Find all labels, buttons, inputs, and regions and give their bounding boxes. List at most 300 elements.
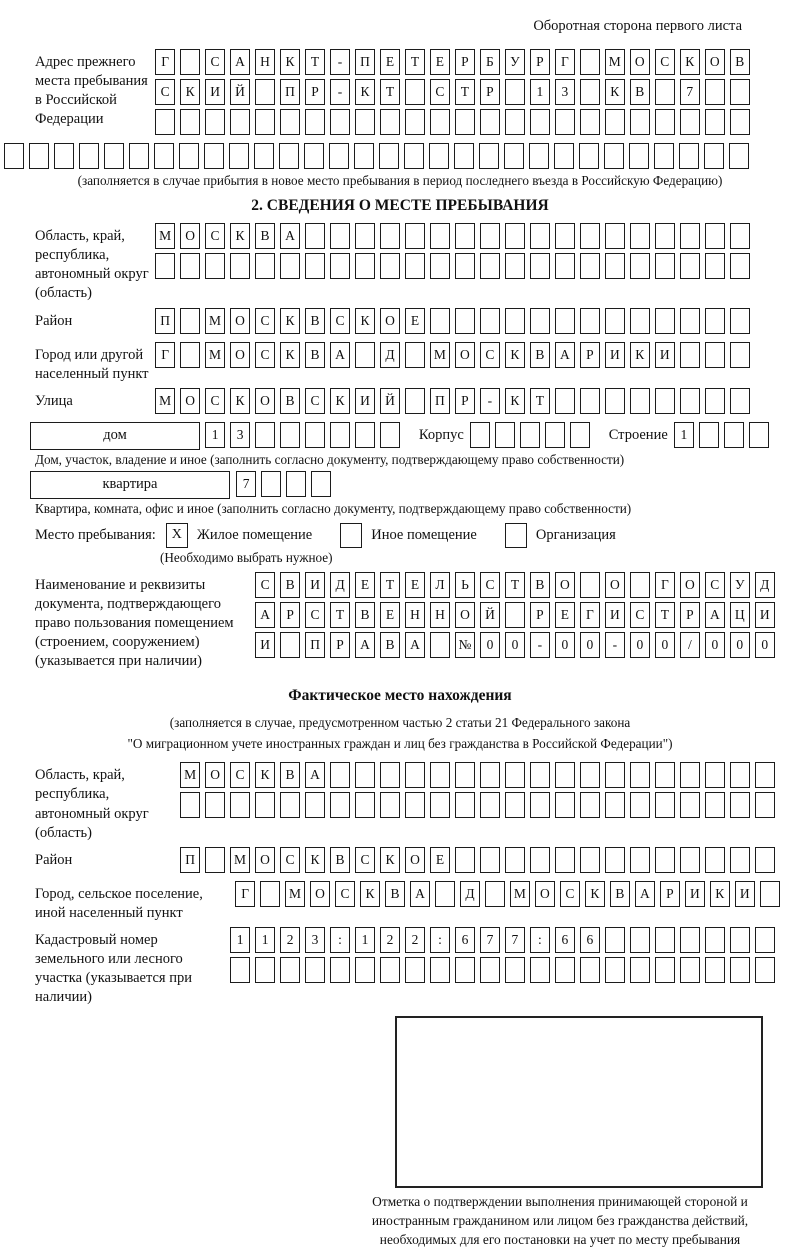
char-cell[interactable] — [405, 253, 425, 279]
char-cell[interactable]: А — [705, 602, 725, 628]
char-cell[interactable] — [180, 342, 200, 368]
char-cell[interactable]: И — [755, 602, 775, 628]
char-cell[interactable] — [305, 957, 325, 983]
char-cell[interactable] — [405, 109, 425, 135]
char-cell[interactable]: К — [710, 881, 730, 907]
char-cell[interactable]: Т — [405, 49, 425, 75]
char-cell[interactable]: К — [280, 342, 300, 368]
checkbox-inoe-pomeshchenie[interactable] — [340, 523, 362, 548]
char-cell[interactable] — [605, 957, 625, 983]
char-cell[interactable] — [630, 847, 650, 873]
char-cell[interactable] — [730, 792, 750, 818]
char-cell[interactable]: 1 — [355, 927, 375, 953]
char-cell[interactable]: П — [280, 79, 300, 105]
char-cell[interactable] — [405, 342, 425, 368]
char-cell[interactable] — [630, 762, 650, 788]
char-cell[interactable]: К — [585, 881, 605, 907]
char-cell[interactable] — [430, 109, 450, 135]
char-cell[interactable]: 1 — [674, 422, 694, 448]
char-cell[interactable] — [430, 762, 450, 788]
char-cell[interactable]: С — [355, 847, 375, 873]
char-cell[interactable]: Р — [330, 632, 350, 658]
char-cell[interactable]: 0 — [555, 632, 575, 658]
char-cell[interactable]: Е — [380, 49, 400, 75]
char-cell[interactable]: К — [330, 388, 350, 414]
char-cell[interactable] — [330, 109, 350, 135]
char-cell[interactable] — [261, 471, 281, 497]
char-cell[interactable] — [605, 388, 625, 414]
char-cell[interactable]: В — [255, 223, 275, 249]
char-cell[interactable] — [455, 792, 475, 818]
char-cell[interactable] — [730, 223, 750, 249]
char-cell[interactable] — [630, 308, 650, 334]
char-cell[interactable]: В — [380, 632, 400, 658]
char-cell[interactable] — [505, 79, 525, 105]
char-cell[interactable] — [705, 223, 725, 249]
char-cell[interactable] — [605, 792, 625, 818]
char-cell[interactable]: И — [605, 602, 625, 628]
char-cell[interactable]: М — [205, 308, 225, 334]
char-cell[interactable] — [755, 792, 775, 818]
char-cell[interactable]: С — [255, 308, 275, 334]
char-cell[interactable] — [355, 762, 375, 788]
char-cell[interactable] — [430, 632, 450, 658]
checkbox-zhiloe-pomeshchenie[interactable]: X — [166, 523, 188, 548]
char-cell[interactable] — [229, 143, 249, 169]
char-cell[interactable] — [311, 471, 331, 497]
char-cell[interactable] — [655, 388, 675, 414]
char-cell[interactable] — [455, 253, 475, 279]
char-cell[interactable]: 7 — [680, 79, 700, 105]
char-cell[interactable]: О — [555, 572, 575, 598]
char-cell[interactable]: / — [680, 632, 700, 658]
char-cell[interactable]: У — [505, 49, 525, 75]
char-cell[interactable] — [655, 253, 675, 279]
char-cell[interactable] — [305, 253, 325, 279]
char-cell[interactable]: 1 — [530, 79, 550, 105]
char-cell[interactable]: О — [255, 388, 275, 414]
char-cell[interactable]: К — [180, 79, 200, 105]
char-cell[interactable] — [255, 957, 275, 983]
char-cell[interactable] — [730, 927, 750, 953]
char-cell[interactable]: В — [610, 881, 630, 907]
char-cell[interactable]: А — [405, 632, 425, 658]
char-cell[interactable]: М — [155, 388, 175, 414]
char-cell[interactable] — [520, 422, 540, 448]
char-cell[interactable] — [104, 143, 124, 169]
char-cell[interactable]: В — [330, 847, 350, 873]
char-cell[interactable] — [404, 143, 424, 169]
char-cell[interactable] — [430, 957, 450, 983]
char-cell[interactable] — [230, 253, 250, 279]
char-cell[interactable] — [480, 762, 500, 788]
char-cell[interactable]: А — [410, 881, 430, 907]
char-cell[interactable]: Р — [530, 49, 550, 75]
char-cell[interactable] — [480, 847, 500, 873]
char-cell[interactable] — [505, 792, 525, 818]
char-cell[interactable]: О — [205, 762, 225, 788]
char-cell[interactable] — [555, 308, 575, 334]
char-cell[interactable] — [470, 422, 490, 448]
char-cell[interactable] — [680, 762, 700, 788]
char-cell[interactable] — [405, 957, 425, 983]
char-cell[interactable]: Й — [380, 388, 400, 414]
char-cell[interactable]: С — [330, 308, 350, 334]
char-cell[interactable] — [555, 109, 575, 135]
char-cell[interactable] — [455, 847, 475, 873]
char-cell[interactable] — [555, 762, 575, 788]
char-cell[interactable]: Г — [235, 881, 255, 907]
char-cell[interactable] — [730, 109, 750, 135]
char-cell[interactable] — [705, 847, 725, 873]
char-cell[interactable] — [680, 253, 700, 279]
char-cell[interactable]: Д — [330, 572, 350, 598]
char-cell[interactable] — [755, 762, 775, 788]
char-cell[interactable] — [205, 847, 225, 873]
char-cell[interactable] — [280, 253, 300, 279]
char-cell[interactable] — [455, 762, 475, 788]
char-cell[interactable]: И — [605, 342, 625, 368]
char-cell[interactable]: С — [480, 572, 500, 598]
char-cell[interactable]: В — [530, 572, 550, 598]
char-cell[interactable]: М — [230, 847, 250, 873]
char-cell[interactable] — [724, 422, 744, 448]
char-cell[interactable]: О — [255, 847, 275, 873]
char-cell[interactable]: 7 — [505, 927, 525, 953]
char-cell[interactable]: О — [630, 49, 650, 75]
char-cell[interactable]: Р — [455, 388, 475, 414]
char-cell[interactable] — [554, 143, 574, 169]
char-cell[interactable] — [655, 957, 675, 983]
char-cell[interactable] — [580, 762, 600, 788]
char-cell[interactable]: И — [305, 572, 325, 598]
char-cell[interactable]: 0 — [730, 632, 750, 658]
char-cell[interactable]: - — [605, 632, 625, 658]
char-cell[interactable] — [305, 792, 325, 818]
char-cell[interactable] — [545, 422, 565, 448]
char-cell[interactable] — [54, 143, 74, 169]
char-cell[interactable] — [129, 143, 149, 169]
char-cell[interactable] — [355, 957, 375, 983]
char-cell[interactable] — [605, 927, 625, 953]
char-cell[interactable] — [154, 143, 174, 169]
char-cell[interactable]: И — [655, 342, 675, 368]
char-cell[interactable]: О — [180, 388, 200, 414]
char-cell[interactable]: П — [430, 388, 450, 414]
char-cell[interactable]: Т — [330, 602, 350, 628]
char-cell[interactable] — [705, 762, 725, 788]
char-cell[interactable] — [505, 253, 525, 279]
char-cell[interactable] — [730, 957, 750, 983]
char-cell[interactable]: С — [205, 49, 225, 75]
char-cell[interactable]: К — [630, 342, 650, 368]
char-cell[interactable]: К — [280, 308, 300, 334]
char-cell[interactable]: О — [230, 308, 250, 334]
char-cell[interactable]: Р — [480, 79, 500, 105]
char-cell[interactable] — [580, 49, 600, 75]
char-cell[interactable]: Р — [580, 342, 600, 368]
char-cell[interactable]: В — [280, 572, 300, 598]
char-cell[interactable] — [655, 79, 675, 105]
char-cell[interactable] — [705, 79, 725, 105]
char-cell[interactable] — [749, 422, 769, 448]
char-cell[interactable]: К — [680, 49, 700, 75]
char-cell[interactable] — [330, 792, 350, 818]
char-cell[interactable] — [380, 109, 400, 135]
char-cell[interactable] — [555, 253, 575, 279]
char-cell[interactable] — [555, 792, 575, 818]
char-cell[interactable] — [505, 602, 525, 628]
char-cell[interactable]: Г — [155, 342, 175, 368]
char-cell[interactable] — [4, 143, 24, 169]
char-cell[interactable] — [680, 927, 700, 953]
char-cell[interactable]: 6 — [455, 927, 475, 953]
char-cell[interactable]: М — [205, 342, 225, 368]
char-cell[interactable] — [430, 308, 450, 334]
char-cell[interactable] — [629, 143, 649, 169]
char-cell[interactable] — [455, 223, 475, 249]
char-cell[interactable]: Р — [455, 49, 475, 75]
char-cell[interactable] — [630, 388, 650, 414]
char-cell[interactable]: Б — [480, 49, 500, 75]
checkbox-organizatsiya[interactable] — [505, 523, 527, 548]
char-cell[interactable] — [729, 143, 749, 169]
char-cell[interactable]: - — [530, 632, 550, 658]
char-cell[interactable] — [305, 109, 325, 135]
char-cell[interactable]: : — [430, 927, 450, 953]
char-cell[interactable] — [580, 847, 600, 873]
char-cell[interactable] — [504, 143, 524, 169]
char-cell[interactable] — [680, 792, 700, 818]
char-cell[interactable]: О — [680, 572, 700, 598]
char-cell[interactable] — [699, 422, 719, 448]
char-cell[interactable]: 3 — [230, 422, 250, 448]
char-cell[interactable]: 7 — [480, 927, 500, 953]
char-cell[interactable]: Е — [555, 602, 575, 628]
char-cell[interactable] — [455, 957, 475, 983]
char-cell[interactable]: Г — [555, 49, 575, 75]
char-cell[interactable] — [280, 632, 300, 658]
char-cell[interactable]: П — [305, 632, 325, 658]
char-cell[interactable]: К — [255, 762, 275, 788]
char-cell[interactable] — [280, 109, 300, 135]
char-cell[interactable] — [730, 79, 750, 105]
char-cell[interactable]: Е — [405, 572, 425, 598]
char-cell[interactable] — [705, 342, 725, 368]
char-cell[interactable]: О — [310, 881, 330, 907]
char-cell[interactable]: К — [505, 388, 525, 414]
char-cell[interactable] — [705, 308, 725, 334]
char-cell[interactable] — [380, 422, 400, 448]
char-cell[interactable] — [555, 847, 575, 873]
char-cell[interactable] — [379, 143, 399, 169]
char-cell[interactable] — [630, 223, 650, 249]
char-cell[interactable]: Н — [255, 49, 275, 75]
char-cell[interactable] — [480, 253, 500, 279]
char-cell[interactable]: Т — [305, 49, 325, 75]
char-cell[interactable] — [705, 792, 725, 818]
char-cell[interactable]: Ь — [455, 572, 475, 598]
char-cell[interactable]: А — [305, 762, 325, 788]
char-cell[interactable]: Е — [405, 308, 425, 334]
char-cell[interactable]: К — [505, 342, 525, 368]
char-cell[interactable] — [305, 422, 325, 448]
char-cell[interactable] — [230, 792, 250, 818]
char-cell[interactable]: 0 — [705, 632, 725, 658]
char-cell[interactable]: С — [305, 602, 325, 628]
char-cell[interactable]: 0 — [480, 632, 500, 658]
char-cell[interactable] — [705, 253, 725, 279]
char-cell[interactable] — [430, 223, 450, 249]
char-cell[interactable]: 3 — [555, 79, 575, 105]
char-cell[interactable] — [355, 109, 375, 135]
char-cell[interactable]: С — [655, 49, 675, 75]
char-cell[interactable]: С — [705, 572, 725, 598]
char-cell[interactable] — [655, 762, 675, 788]
char-cell[interactable]: Ц — [730, 602, 750, 628]
char-cell[interactable]: С — [280, 847, 300, 873]
char-cell[interactable] — [230, 109, 250, 135]
char-cell[interactable]: Т — [655, 602, 675, 628]
char-cell[interactable] — [580, 957, 600, 983]
char-cell[interactable] — [79, 143, 99, 169]
char-cell[interactable]: М — [285, 881, 305, 907]
char-cell[interactable] — [260, 881, 280, 907]
char-cell[interactable] — [580, 79, 600, 105]
char-cell[interactable] — [405, 388, 425, 414]
char-cell[interactable]: Н — [405, 602, 425, 628]
char-cell[interactable] — [455, 109, 475, 135]
char-cell[interactable] — [605, 223, 625, 249]
char-cell[interactable]: - — [330, 49, 350, 75]
char-cell[interactable]: П — [155, 308, 175, 334]
char-cell[interactable]: М — [430, 342, 450, 368]
char-cell[interactable]: К — [280, 49, 300, 75]
char-cell[interactable] — [555, 957, 575, 983]
char-cell[interactable] — [435, 881, 455, 907]
char-cell[interactable]: Д — [755, 572, 775, 598]
char-cell[interactable]: А — [330, 342, 350, 368]
char-cell[interactable] — [380, 762, 400, 788]
char-cell[interactable] — [355, 422, 375, 448]
char-cell[interactable]: И — [735, 881, 755, 907]
char-cell[interactable] — [605, 762, 625, 788]
char-cell[interactable]: В — [280, 762, 300, 788]
char-cell[interactable] — [205, 253, 225, 279]
char-cell[interactable] — [380, 792, 400, 818]
char-cell[interactable]: 7 — [236, 471, 256, 497]
char-cell[interactable] — [505, 762, 525, 788]
char-cell[interactable]: С — [560, 881, 580, 907]
char-cell[interactable] — [580, 572, 600, 598]
char-cell[interactable]: № — [455, 632, 475, 658]
char-cell[interactable]: В — [530, 342, 550, 368]
char-cell[interactable] — [405, 223, 425, 249]
char-cell[interactable]: 0 — [655, 632, 675, 658]
char-cell[interactable] — [580, 109, 600, 135]
char-cell[interactable] — [655, 223, 675, 249]
char-cell[interactable]: О — [180, 223, 200, 249]
char-cell[interactable]: Т — [455, 79, 475, 105]
char-cell[interactable] — [430, 792, 450, 818]
char-cell[interactable] — [755, 957, 775, 983]
char-cell[interactable] — [505, 223, 525, 249]
char-cell[interactable] — [680, 308, 700, 334]
char-cell[interactable]: П — [180, 847, 200, 873]
char-cell[interactable] — [205, 792, 225, 818]
char-cell[interactable]: В — [305, 342, 325, 368]
char-cell[interactable]: 0 — [755, 632, 775, 658]
char-cell[interactable] — [630, 109, 650, 135]
char-cell[interactable] — [655, 847, 675, 873]
char-cell[interactable] — [530, 223, 550, 249]
char-cell[interactable]: К — [355, 79, 375, 105]
char-cell[interactable]: К — [360, 881, 380, 907]
char-cell[interactable]: О — [380, 308, 400, 334]
char-cell[interactable]: 1 — [230, 927, 250, 953]
char-cell[interactable] — [680, 388, 700, 414]
char-cell[interactable]: Н — [430, 602, 450, 628]
char-cell[interactable] — [505, 847, 525, 873]
char-cell[interactable] — [755, 927, 775, 953]
char-cell[interactable]: : — [330, 927, 350, 953]
char-cell[interactable] — [580, 308, 600, 334]
char-cell[interactable]: 6 — [580, 927, 600, 953]
char-cell[interactable]: К — [355, 308, 375, 334]
char-cell[interactable] — [680, 847, 700, 873]
char-cell[interactable] — [480, 792, 500, 818]
char-cell[interactable]: - — [480, 388, 500, 414]
char-cell[interactable]: А — [280, 223, 300, 249]
char-cell[interactable]: Е — [430, 847, 450, 873]
char-cell[interactable] — [530, 109, 550, 135]
char-cell[interactable] — [180, 109, 200, 135]
char-cell[interactable] — [730, 253, 750, 279]
char-cell[interactable] — [604, 143, 624, 169]
char-cell[interactable] — [255, 79, 275, 105]
char-cell[interactable] — [680, 957, 700, 983]
char-cell[interactable]: Г — [155, 49, 175, 75]
char-cell[interactable]: Р — [530, 602, 550, 628]
char-cell[interactable] — [330, 253, 350, 279]
char-cell[interactable] — [480, 308, 500, 334]
char-cell[interactable]: С — [205, 388, 225, 414]
char-cell[interactable]: М — [510, 881, 530, 907]
char-cell[interactable] — [605, 253, 625, 279]
char-cell[interactable]: О — [605, 572, 625, 598]
char-cell[interactable] — [329, 143, 349, 169]
char-cell[interactable] — [704, 143, 724, 169]
char-cell[interactable]: Р — [280, 602, 300, 628]
char-cell[interactable]: И — [355, 388, 375, 414]
char-cell[interactable]: В — [280, 388, 300, 414]
char-cell[interactable] — [605, 109, 625, 135]
char-cell[interactable]: И — [205, 79, 225, 105]
char-cell[interactable] — [755, 847, 775, 873]
char-cell[interactable]: А — [635, 881, 655, 907]
char-cell[interactable] — [179, 143, 199, 169]
char-cell[interactable] — [655, 308, 675, 334]
char-cell[interactable] — [630, 572, 650, 598]
char-cell[interactable]: Д — [380, 342, 400, 368]
char-cell[interactable] — [304, 143, 324, 169]
char-cell[interactable] — [730, 847, 750, 873]
char-cell[interactable] — [479, 143, 499, 169]
char-cell[interactable] — [655, 927, 675, 953]
char-cell[interactable]: К — [230, 388, 250, 414]
char-cell[interactable]: Е — [430, 49, 450, 75]
char-cell[interactable]: В — [630, 79, 650, 105]
